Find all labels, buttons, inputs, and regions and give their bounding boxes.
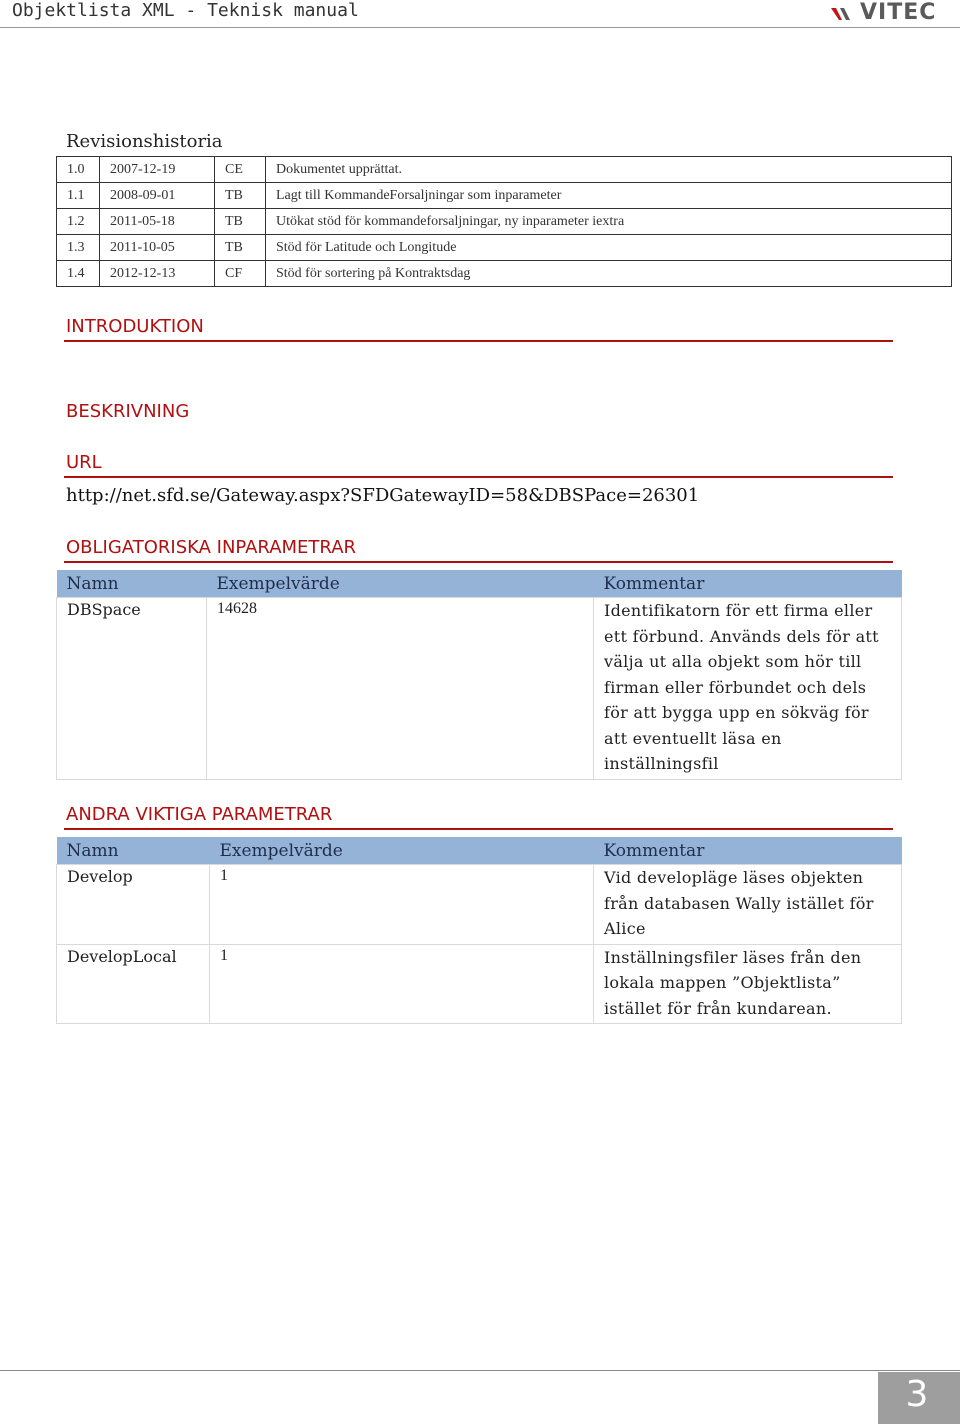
other-params-rule bbox=[64, 828, 893, 830]
revision-heading: Revisionshistoria bbox=[66, 131, 223, 152]
param-comment: Inställningsfiler läses från den lokala mappen ”Objektlista” istället för från kundarean. bbox=[594, 944, 902, 1024]
param-example: 1 bbox=[210, 865, 594, 945]
revision-row bbox=[57, 157, 952, 183]
logo-text: VITEC bbox=[860, 0, 937, 25]
revision-author: CF bbox=[215, 261, 266, 287]
url-rule bbox=[64, 476, 893, 478]
table-header-row bbox=[57, 570, 902, 598]
revision-date: 2007-12-19 bbox=[100, 157, 215, 183]
revision-version: 1.3 bbox=[57, 235, 100, 261]
revision-author: TB bbox=[215, 209, 266, 235]
column-header-name: Namn bbox=[57, 837, 210, 865]
other-params-table bbox=[56, 837, 902, 1024]
table-row bbox=[57, 598, 902, 780]
header-rule bbox=[0, 27, 960, 28]
page-number-box bbox=[878, 1372, 960, 1424]
revision-date: 2008-09-01 bbox=[100, 183, 215, 209]
revision-author: CE bbox=[215, 157, 266, 183]
revision-note: Utökat stöd för kommandeforsaljningar, ny inparameter iextra bbox=[266, 209, 952, 235]
intro-heading: INTRODUKTION bbox=[66, 316, 204, 337]
param-name: DevelopLocal bbox=[57, 944, 210, 1024]
other-params-heading: ANDRA VIKTIGA PARAMETRAR bbox=[66, 804, 333, 825]
revision-row bbox=[57, 183, 952, 209]
param-example: 1 bbox=[210, 944, 594, 1024]
revision-note: Dokumentet upprättat. bbox=[266, 157, 952, 183]
url-value: http://net.sfd.se/Gateway.aspx?SFDGatewayID=58&DBSPace=26301 bbox=[66, 485, 700, 506]
revision-date: 2011-05-18 bbox=[100, 209, 215, 235]
revision-author: TB bbox=[215, 235, 266, 261]
required-params-table bbox=[56, 570, 902, 780]
column-header-example: Exempelvärde bbox=[210, 837, 594, 865]
param-name: DBSpace bbox=[57, 598, 207, 780]
revision-row bbox=[57, 261, 952, 287]
revision-table bbox=[56, 156, 952, 287]
column-header-example: Exempelvärde bbox=[207, 570, 594, 598]
column-header-comment: Kommentar bbox=[594, 837, 902, 865]
page-number: 3 bbox=[905, 1374, 929, 1415]
description-heading: BESKRIVNING bbox=[66, 401, 190, 422]
param-comment: Vid developläge läses objekten från databasen Wally istället för Alice bbox=[594, 865, 902, 945]
revision-date: 2012-12-13 bbox=[100, 261, 215, 287]
revision-version: 1.1 bbox=[57, 183, 100, 209]
revision-version: 1.4 bbox=[57, 261, 100, 287]
revision-version: 1.2 bbox=[57, 209, 100, 235]
revision-note: Stöd för sortering på Kontraktsdag bbox=[266, 261, 952, 287]
required-params-rule bbox=[64, 561, 893, 563]
table-row bbox=[57, 944, 902, 1024]
url-heading: URL bbox=[66, 452, 102, 473]
param-comment: Identifikatorn för ett firma eller ett förbund. Används dels för att välja ut alla objekt som hör till firman eller förbundet och dels för att bygga upp en sökväg för att eventuellt läsa en inställningsfil bbox=[594, 598, 902, 780]
revision-row bbox=[57, 235, 952, 261]
revision-version: 1.0 bbox=[57, 157, 100, 183]
column-header-name: Namn bbox=[57, 570, 207, 598]
revision-note: Stöd för Latitude och Longitude bbox=[266, 235, 952, 261]
table-header-row bbox=[57, 837, 902, 865]
document-title: Objektlista XML - Teknisk manual bbox=[12, 0, 359, 21]
required-params-heading: OBLIGATORISKA INPARAMETRAR bbox=[66, 537, 357, 558]
param-example: 14628 bbox=[207, 598, 594, 780]
intro-rule bbox=[64, 340, 893, 342]
revision-row bbox=[57, 209, 952, 235]
revision-date: 2011-10-05 bbox=[100, 235, 215, 261]
footer-rule bbox=[0, 1370, 960, 1371]
column-header-comment: Kommentar bbox=[594, 570, 902, 598]
vitec-logo bbox=[828, 2, 948, 24]
revision-author: TB bbox=[215, 183, 266, 209]
param-name: Develop bbox=[57, 865, 210, 945]
table-row bbox=[57, 865, 902, 945]
vitec-logo-mark-icon bbox=[828, 2, 858, 24]
revision-note: Lagt till KommandeForsaljningar som inparameter bbox=[266, 183, 952, 209]
